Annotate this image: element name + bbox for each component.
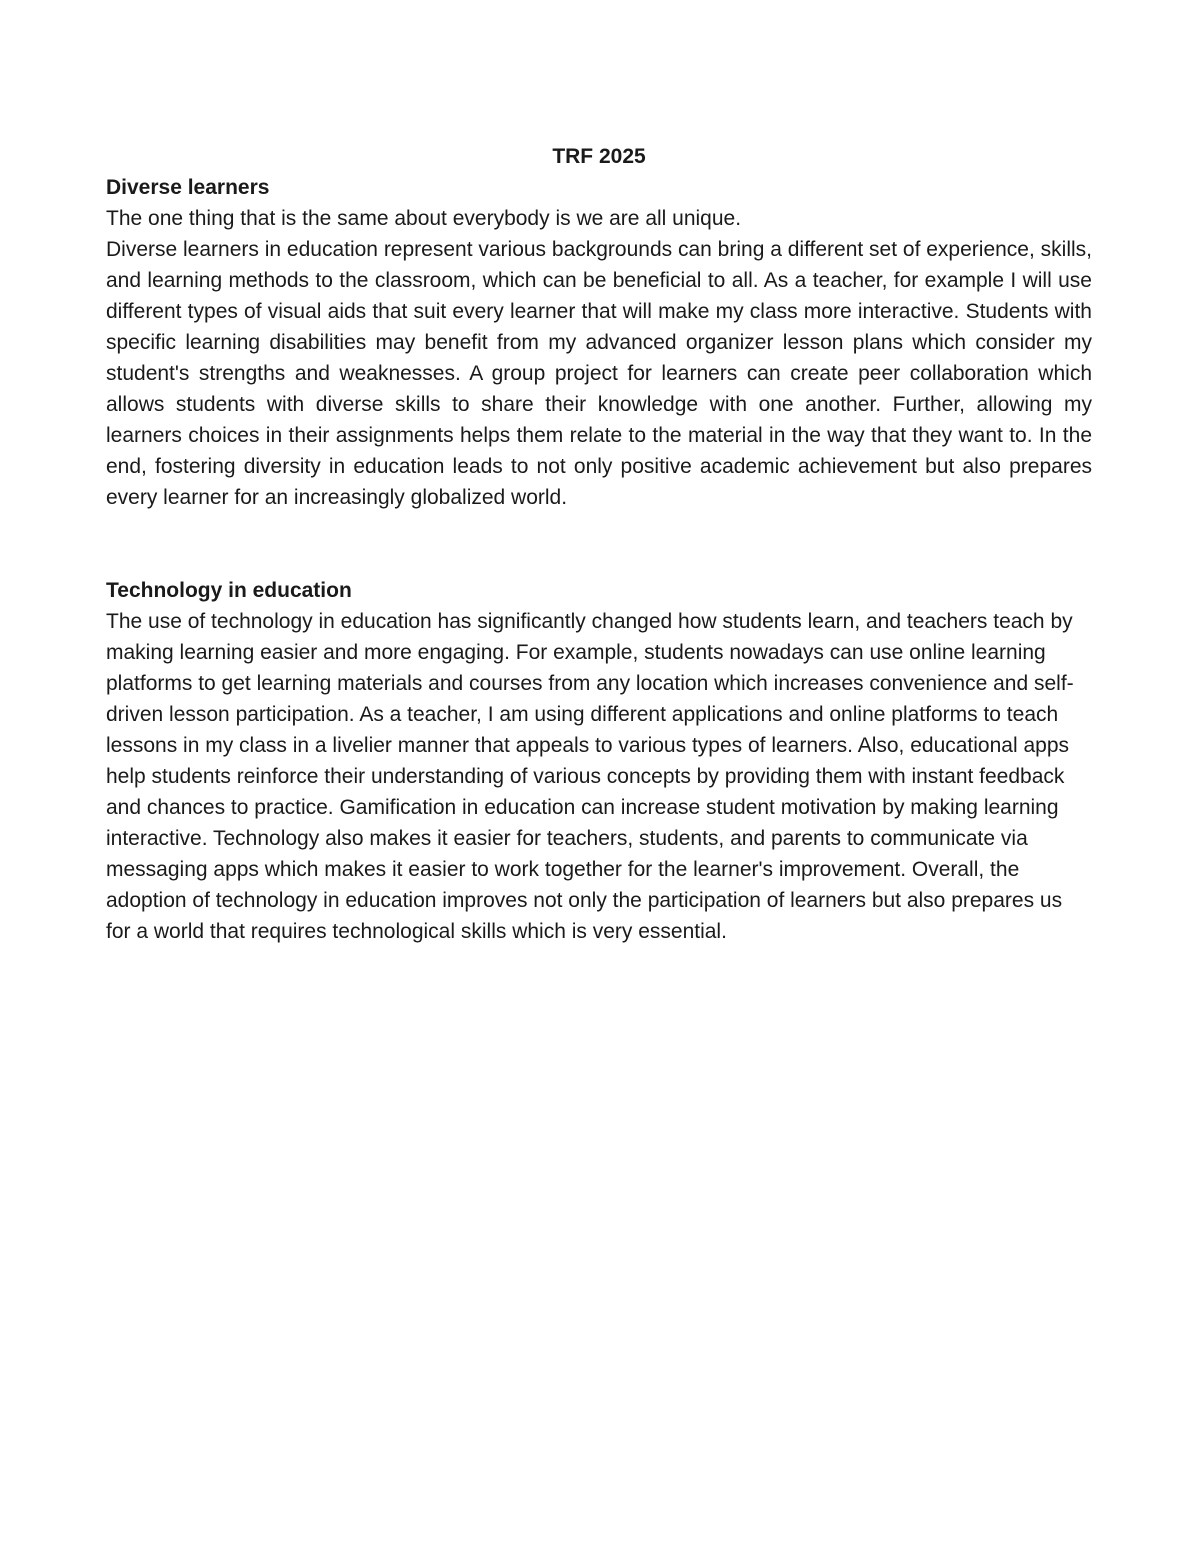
document-content [106, 141, 1092, 947]
document-title: TRF 2025 [552, 145, 646, 168]
section-diverse-learners [106, 172, 1092, 513]
section-body: Diverse learners in education represent various backgrounds can bring a different set of experience, skills, and learning methods to the classroom, which can be beneficial to all. As a teacher, for example I will use different types of visual aids that suit every learner that will make my class more interactive. Students with specific learning disabilities may benefit from my advanced organizer lesson plans which consider my student's strengths and weaknesses. A group project for learners can create peer collaboration which allows students with diverse skills to share their knowledge with one another. Further, allowing my learners choices in their assignments helps them relate to the material in the way that they want to. In the end, fostering diversity in education leads to not only positive academic achievement but also prepares every learner for an increasingly globalized world. [106, 238, 1092, 509]
section-spacer [106, 513, 1092, 575]
section-heading: Technology in education [106, 579, 352, 602]
section-technology-in-education [106, 575, 1092, 947]
section-intro: The one thing that is the same about everybody is we are all unique. [106, 207, 742, 230]
section-heading: Diverse learners [106, 176, 270, 199]
section-body: The use of technology in education has significantly changed how students learn, and teachers teach by making learning easier and more engaging. For example, students nowadays can use online learning platforms to get learning materials and courses from any location which increases convenience and self-driven lesson participation. As a teacher, I am using different applications and online platforms to teach lessons in my class in a livelier manner that appeals to various types of learners. Also, educational apps help students reinforce their understanding of various concepts by providing them with instant feedback and chances to practice. Gamification in education can increase student motivation by making learning interactive. Technology also makes it easier for teachers, students, and parents to communicate via messaging apps which makes it easier to work together for the learner's improvement. Overall, the adoption of technology in education improves not only the participation of learners but also prepares us for a world that requires technological skills which is very essential. [106, 610, 1074, 943]
